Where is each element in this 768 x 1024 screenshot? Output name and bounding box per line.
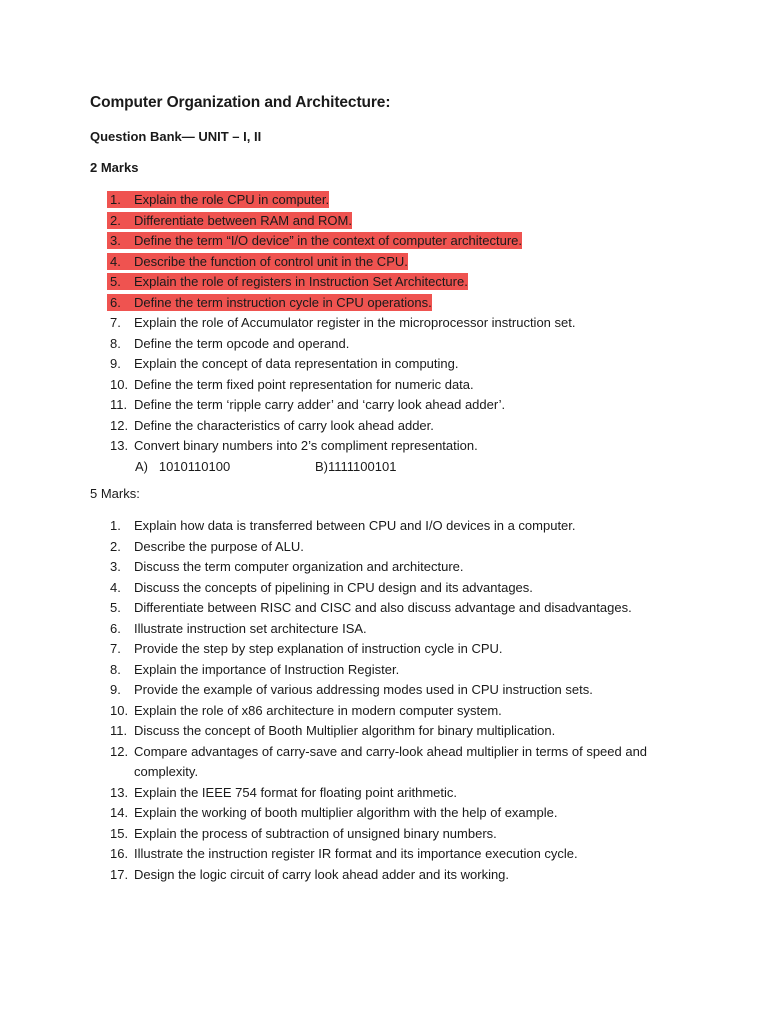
section-five-marks-label: 5 Marks: [90,486,140,501]
question-item [110,578,710,599]
question-text: Define the term ‘ripple carry adder’ and ‘carry look ahead adder’. [134,397,506,412]
question-item [110,211,710,232]
question-number: 1. [110,192,121,207]
question-number: 3. [110,559,121,574]
option-a: A) 1010110100 [135,458,231,474]
question-item [110,680,710,701]
question-number: 2. [110,538,121,554]
question-number: 5. [110,600,121,615]
question-number: 7. [110,641,121,656]
question-item [110,598,710,619]
question-number: 8. [110,335,121,351]
highlighted-question [107,253,408,270]
question-item [110,436,710,457]
question-text: Explain the role CPU in computer. [134,192,330,207]
question-text: Illustrate the instruction register IR format and its importance execution cycle. [134,846,578,861]
question-number: 15. [110,825,129,841]
question-number: 17. [110,866,129,882]
question-number: 7. [110,315,121,330]
question-number: 12. [110,743,129,759]
document-title: Computer Organization and Architecture: [90,94,391,111]
question-text: Explain the process of subtraction of unsigned binary numbers. [134,825,497,841]
question-item [110,416,710,437]
question-number: 12. [110,417,129,433]
question-item [110,639,710,660]
question-text: Define the term fixed point representation for numeric data. [134,376,474,392]
highlighted-question [107,191,329,208]
question-number: 4. [110,253,121,269]
question-number: 11. [110,397,128,412]
question-item [110,313,710,334]
question-number: 1. [110,518,121,533]
highlighted-question [107,212,352,229]
question-number: 10. [110,376,129,392]
document-subtitle: Question Bank— UNIT – I, II [90,129,262,144]
question-item [110,252,710,273]
question-number: 13. [110,438,129,453]
question-number: 16. [110,846,129,861]
question-number: 4. [110,579,121,595]
question-item [110,660,710,681]
question-item [110,231,710,252]
question-item [110,701,710,722]
question-item [110,354,710,375]
question-number: 5. [110,274,121,289]
question-number: 6. [110,620,121,636]
question-item [110,844,710,865]
question-text: Differentiate between RISC and CISC and also discuss advantage and disadvantages. [134,600,632,615]
question-number: 2. [110,212,121,228]
question-item [110,783,710,804]
question-text: Explain the role of Accumulator register in the microprocessor instruction set. [134,315,576,330]
question-item [110,537,710,558]
question-text: Provide the step by step explanation of instruction cycle in CPU. [134,641,503,656]
question-number: 14. [110,805,129,820]
question-text: Explain the role of x86 architecture in modern computer system. [134,702,502,718]
question-text: Explain the role of registers in Instruction Set Architecture. [134,274,468,289]
question-text: Explain the IEEE 754 format for floating point arithmetic. [134,784,458,800]
question-text: Explain the concept of data representation in computing. [134,356,459,371]
question-number: 10. [110,702,129,718]
question-text: Illustrate instruction set architecture ISA. [134,620,367,636]
question-item [110,803,710,824]
question-text: Design the logic circuit of carry look ahead adder and its working. [134,866,510,882]
question-number: 9. [110,682,121,697]
question-item [110,272,710,293]
highlighted-question [107,294,432,311]
section-two-marks-label: 2 Marks [90,160,139,175]
question-number: 6. [110,294,121,310]
question-text: Describe the purpose of ALU. [134,538,304,554]
question-item [110,334,710,355]
question-text: Define the characteristics of carry look ahead adder. [134,417,434,433]
question-number: 3. [110,233,121,248]
question-text: Define the term instruction cycle in CPU operations. [134,294,432,310]
question-number: 8. [110,661,121,677]
question-text: Describe the function of control unit in the CPU. [134,253,408,269]
highlighted-question [107,232,522,249]
question-text: Convert binary numbers into 2’s compliment representation. [134,438,478,453]
two-marks-question-list [110,190,710,477]
question-item [110,865,710,886]
question-text: Compare advantages of carry-save and carry-look ahead multiplier in terms of speed and complexity. [134,743,648,779]
question-text: Define the term opcode and operand. [134,335,350,351]
question-text: Discuss the term computer organization and architecture. [134,559,464,574]
question-text: Explain how data is transferred between CPU and I/O devices in a computer. [134,518,576,533]
question-number: 9. [110,356,121,371]
highlighted-question [107,273,468,290]
question-item [110,293,710,314]
question-item [110,742,710,783]
question-text: Differentiate between RAM and ROM. [134,212,352,228]
five-marks-question-list [110,516,710,885]
question-item [110,516,710,537]
question-item [110,395,710,416]
question-item [110,190,710,211]
question-text: Explain the working of booth multiplier algorithm with the help of example. [134,805,558,820]
question-text: Discuss the concept of Booth Multiplier algorithm for binary multiplication. [134,723,556,738]
question-item [110,375,710,396]
question-item [110,557,710,578]
question-item [110,619,710,640]
question-text: Define the term “I/O device” in the context of computer architecture. [134,233,523,248]
question-number: 11. [110,723,128,738]
question-text: Explain the importance of Instruction Register. [134,661,400,677]
question-text: Discuss the concepts of pipelining in CPU design and its advantages. [134,579,533,595]
question-item [110,824,710,845]
question-number: 13. [110,784,129,800]
option-b: B)1111100101 [315,458,397,474]
question-item [110,721,710,742]
conversion-options [110,457,710,478]
question-text: Provide the example of various addressing modes used in CPU instruction sets. [134,682,593,697]
